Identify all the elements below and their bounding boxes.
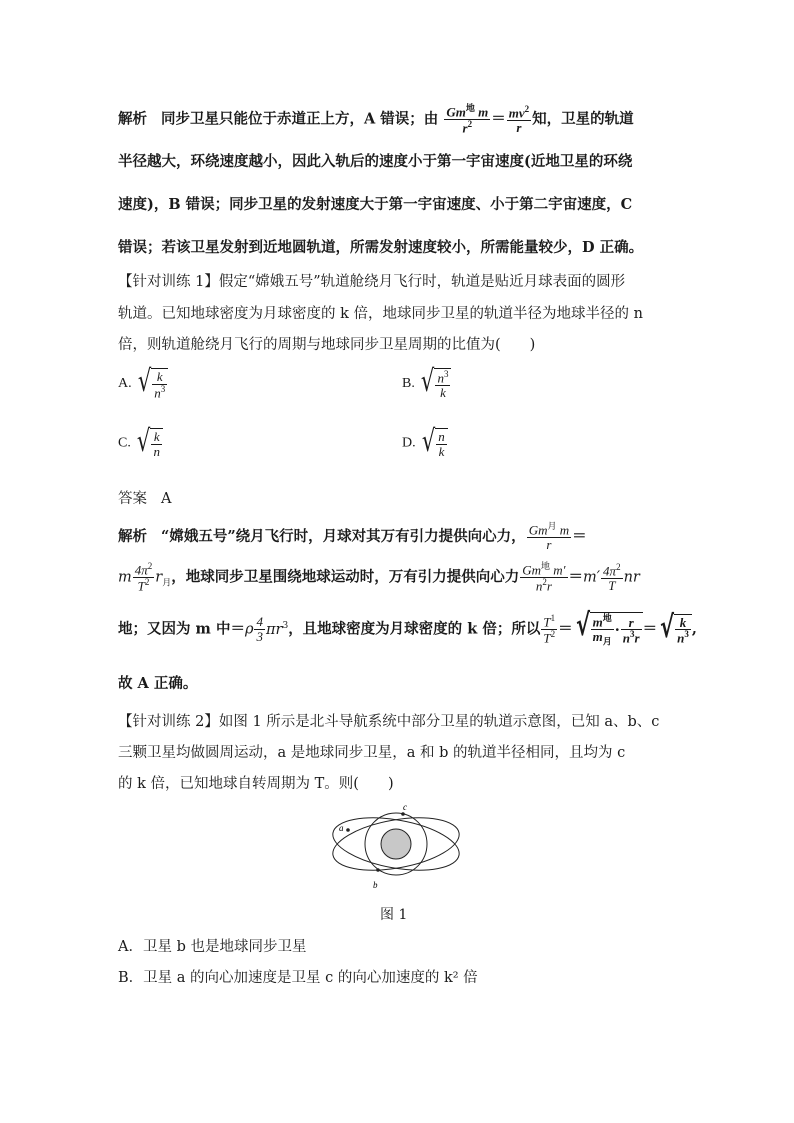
orbit-diagram bbox=[330, 800, 470, 892]
analysis-label: 解析 bbox=[118, 110, 147, 128]
analysis-label: 解析 bbox=[118, 527, 147, 545]
formula-4-3: $\frac{4}{3}$ bbox=[256, 614, 263, 644]
analysis2-line4: 故 A 正确。 bbox=[118, 675, 198, 692]
text: 同步卫星只能位于赤道正上方，A 错误；由 bbox=[161, 110, 439, 128]
label-b: b bbox=[373, 880, 378, 890]
text: ，地球同步卫星围绕地球运动时，万有引力提供向心力 bbox=[171, 568, 520, 586]
analysis1-line3: 速度)，B 错误；同步卫星的发射速度大于第一宇宙速度、小于第二宇宙速度，C bbox=[118, 196, 633, 213]
training2-option-a: A．卫星 b 也是地球同步卫星 bbox=[118, 939, 307, 955]
sqrt-k-over-n: √ $\frac{k}{n}$ bbox=[134, 428, 163, 458]
analysis1-line1: 解析 同步卫星只能位于赤道正上方，A 错误；由 $\frac{Gm^地 m}{r^2}$ ＝ $\frac{mv^2}{r}$ 知，卫星的轨道 bbox=[118, 103, 634, 136]
formula-gravity: $\frac{Gm^地 m}{r^2}$ bbox=[446, 103, 489, 136]
satellite-a-dot bbox=[346, 828, 350, 832]
label-c: c bbox=[403, 802, 407, 812]
analysis1-line4: 错误；若该卫星发射到近地圆轨道，所需发射速度较小，所需能量较少，D 正确。 bbox=[118, 239, 644, 256]
option-letter: D. bbox=[402, 435, 416, 451]
satellite-b-dot bbox=[376, 868, 380, 872]
analysis2-line1: 解析 “嫦娥五号”绕月飞行时，月球对其万有引力提供向心力， $\frac{Gm^月 m}{r}$ ＝ bbox=[118, 521, 587, 552]
sqrt-n3-over-k: √ $\frac{n^3}{k}$ bbox=[418, 368, 451, 400]
sqrt-n-over-k: √ $\frac{n}{k}$ bbox=[419, 428, 448, 458]
training1-line1: 【针对训练 1】假定“嫦娥五号”轨道舱绕月飞行时，轨道是贴近月球表面的圆形 bbox=[118, 274, 626, 290]
sqrt-k-over-n3: √ $\frac{k}{n^3}$ bbox=[135, 368, 168, 400]
formula-centripetal: $\frac{mv^2}{r}$ bbox=[508, 103, 530, 135]
answer-value: A bbox=[161, 491, 172, 507]
option-letter: B. bbox=[402, 376, 415, 392]
formula-4pi2-T2-earth: $\frac{4\pi^2}{T}$ bbox=[603, 561, 621, 593]
analysis1-line2: 半径越大，环绕速度越小，因此入轨后的速度小于第一宇宙速度(近地卫星的环绕 bbox=[118, 153, 633, 170]
analysis2-line3: 地；又因为 m 中＝ρ $\frac{4}{3}$ $\pi r^3$，且地球密度为月球密度的 k 倍；所以 $\frac{T^1}{T^2}$ ＝ √ $\frac{m^地}{m_月}$ · $\frac{r}{n^3r}$ ＝ √ $\frac{k}{n^3}$ , bbox=[118, 608, 697, 647]
training2-line3: 的 k 倍，已知地球自转周期为 T。则( ) bbox=[118, 776, 394, 792]
training2-line1: 【针对训练 2】如图 1 所示是北斗导航系统中部分卫星的轨道示意图，已知 a、b、c bbox=[118, 714, 660, 730]
training2-option-b: B．卫星 a 的向心加速度是卫星 c 的向心加速度的 k² 倍 bbox=[118, 970, 478, 986]
formula-earth-gravity: $\frac{Gm^地 m'}{n^2r}$ bbox=[522, 561, 566, 594]
training2-line2: 三颗卫星均做圆周运动，a 是地球同步卫星，a 和 b 的轨道半径相同，且均为 c bbox=[118, 745, 626, 761]
answer-label: 答案 bbox=[118, 491, 147, 507]
earth bbox=[381, 829, 411, 859]
training1-line3: 倍，则轨道舱绕月飞行的周期与地球同步卫星周期的比值为( ) bbox=[118, 337, 536, 353]
training1-line2: 轨道。已知地球密度为月球密度的 k 倍，地球同步卫星的轨道半径为地球半径的 n bbox=[118, 306, 643, 322]
option-letter: C. bbox=[118, 435, 131, 451]
option-d bbox=[402, 424, 448, 459]
formula-moon-gravity: $\frac{Gm^月 m}{r}$ bbox=[528, 521, 570, 552]
option-a bbox=[118, 364, 168, 400]
option-c bbox=[118, 424, 163, 459]
text: 地；又因为 m 中＝ bbox=[118, 620, 245, 638]
option-b bbox=[402, 364, 451, 400]
label-a: a bbox=[339, 823, 344, 833]
text: ，且地球密度为月球密度的 k 倍；所以 bbox=[288, 620, 541, 638]
text: 知，卫星的轨道 bbox=[532, 110, 634, 128]
sqrt-mass-ratio: √ $\frac{m^地}{m_月}$ · $\frac{r}{n^3r}$ bbox=[573, 612, 643, 647]
sqrt-k-over-n3-result: √ $\frac{k}{n^3}$ bbox=[657, 614, 692, 646]
formula-T-ratio: $\frac{T^1}{T^2}$ bbox=[543, 613, 556, 646]
analysis2-line2: m $\frac{4\pi^2}{T^2}$ $r_月$，地球同步卫星围绕地球运动时，万有引力提供向心力 $\frac{Gm^地 m'}{n^2r}$ ＝m′ $\frac{4\pi^2}{T}$ nr bbox=[118, 561, 640, 594]
figure-caption: 图 1 bbox=[380, 907, 408, 923]
formula-4pi2-T2: $\frac{4\pi^2}{T^2}$ bbox=[134, 561, 153, 594]
option-letter: A. bbox=[118, 376, 132, 392]
text: “嫦娥五号”绕月飞行时，月球对其万有引力提供向心力， bbox=[161, 527, 526, 545]
answer-line bbox=[118, 487, 171, 508]
satellite-c-dot bbox=[401, 812, 405, 816]
